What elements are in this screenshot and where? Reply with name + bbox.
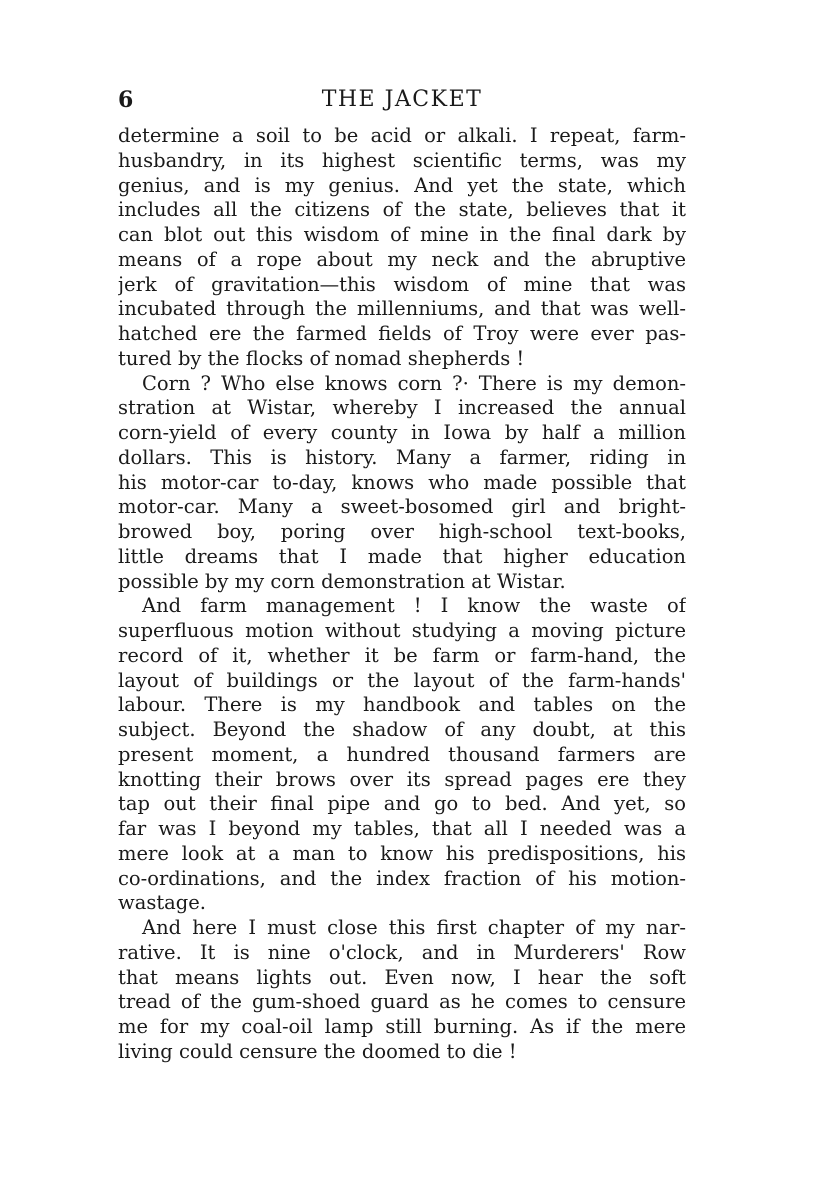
text-line: corn-yield of every county in Iowa by half a million (118, 421, 686, 444)
paragraph (118, 124, 686, 372)
text-line: his motor-car to-day, knows who made possible that (118, 470, 686, 494)
page-number: 6 (118, 87, 134, 113)
text-line: can blot out this wisdom of mine in the final dark by (118, 223, 686, 246)
text-line: mere look at a man to know his predispositions, his (118, 841, 686, 865)
paragraph (118, 372, 686, 595)
text-line: me for my coal-oil lamp still burning. As if the mere (118, 1015, 686, 1038)
text-line: stration at Wistar, whereby I increased the annual (118, 396, 686, 420)
text-line: browed boy, poring over high-school text-books, (118, 520, 686, 543)
text-line: layout of buildings or the layout of the farm-hands' (118, 668, 686, 692)
text-line: includes all the citizens of the state, believes that it (118, 198, 686, 222)
text-line: motor-car. Many a sweet-bosomed girl and bright- (118, 495, 686, 519)
text-line: tread of the gum-shoed guard as he comes to censure (118, 990, 686, 1014)
text-line: means of a rope about my neck and the abruptive (118, 247, 686, 271)
text-line: determine a soil to be acid or alkali. I repeat, farm- (118, 124, 686, 147)
body-text (118, 124, 686, 1065)
text-line: jerk of gravitation—this wisdom of mine that was (118, 272, 686, 296)
text-line: record of it, whether it be farm or farm-hand, the (118, 643, 686, 667)
text-line: far was I beyond my tables, that all I needed was a (118, 817, 686, 840)
text-line: rative. It is nine o'clock, and in Murderers' Row (118, 940, 686, 964)
text-line: tap out their final pipe and go to bed. And yet, so (118, 792, 686, 816)
text-line: And farm management ! I know the waste of (142, 594, 686, 618)
text-line: possible by my corn demonstration at Wistar. (118, 569, 566, 593)
text-line: knotting their brows over its spread pages ere they (118, 767, 686, 791)
text-line: Corn ? Who else knows corn ?· There is my demon- (142, 371, 686, 395)
text-line: co-ordinations, and the index fraction of his motion- (118, 866, 686, 890)
text-line: subject. Beyond the shadow of any doubt, at this (118, 718, 686, 741)
text-line: hatched ere the farmed fields of Troy were ever pas- (118, 322, 686, 345)
text-line: living could censure the doomed to die ! (118, 1039, 517, 1063)
text-line: incubated through the millenniums, and that was well- (118, 297, 686, 321)
text-line: wastage. (118, 891, 207, 915)
paragraph (118, 916, 686, 1065)
text-line: little dreams that I made that higher education (118, 544, 686, 568)
text-line: husbandry, in its highest scientific terms, was my (118, 148, 686, 172)
paragraph (118, 594, 686, 916)
text-line: that means lights out. Even now, I hear the soft (118, 965, 686, 989)
text-line: tured by the flocks of nomad shepherds ! (118, 346, 525, 370)
text-line: dollars. This is history. Many a farmer, riding in (118, 445, 686, 469)
text-line: genius, and is my genius. And yet the state, which (118, 173, 686, 197)
text-line: superfluous motion without studying a moving picture (118, 619, 686, 642)
running-title: THE JACKET (321, 87, 483, 112)
text-line: present moment, a hundred thousand farmers are (118, 742, 686, 766)
text-line: And here I must close this first chapter of my nar- (142, 916, 686, 939)
page-header (118, 86, 686, 116)
text-line: labour. There is my handbook and tables on the (118, 693, 686, 717)
